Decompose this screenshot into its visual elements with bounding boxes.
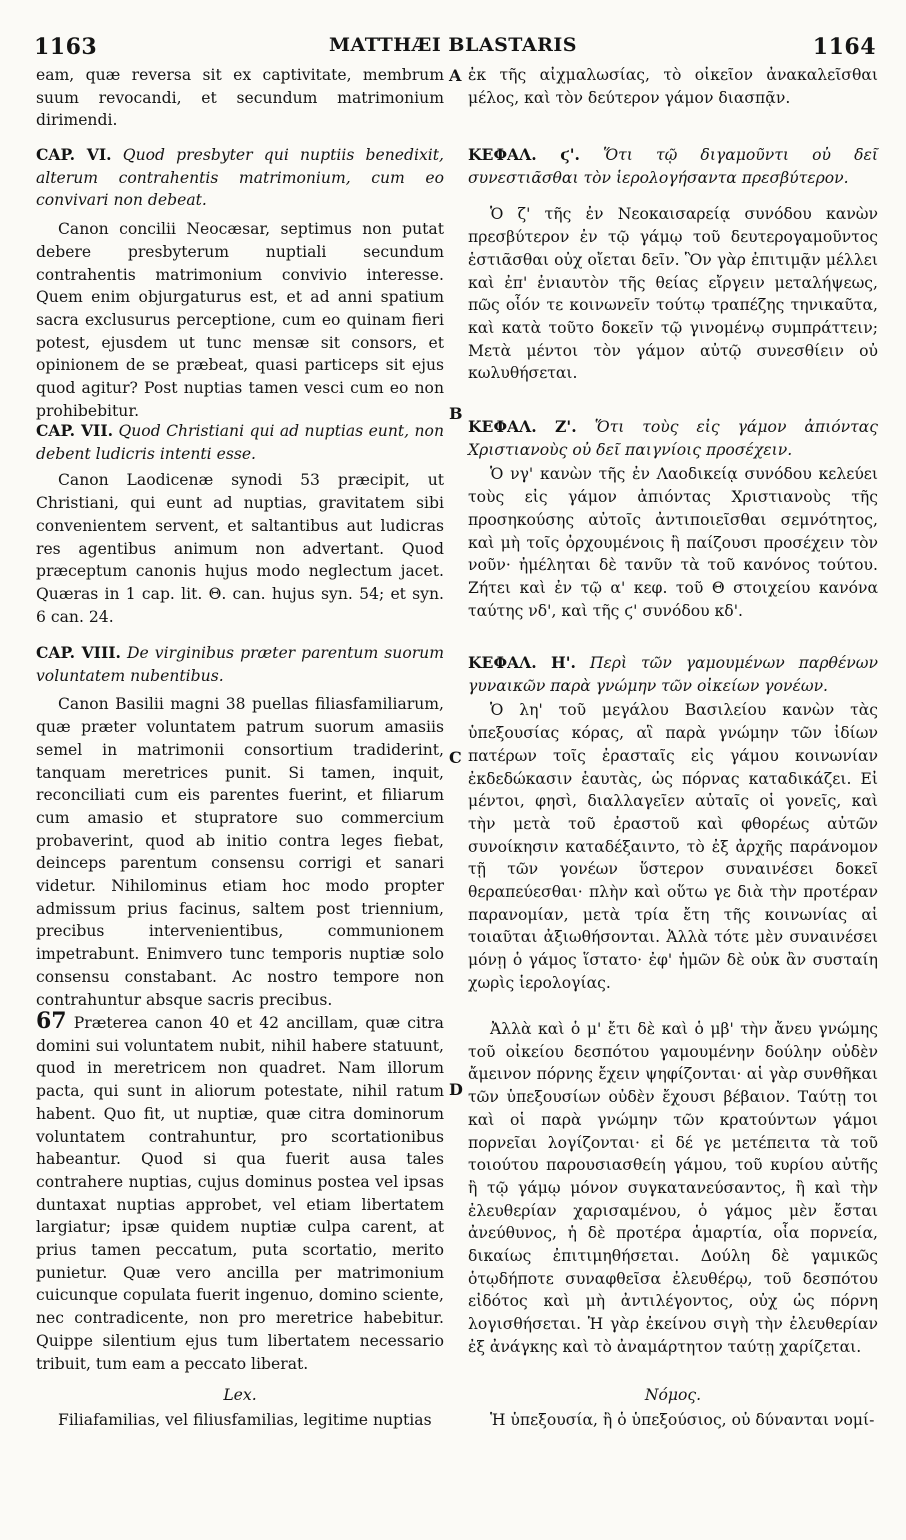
running-title: MATTHÆI BLASTARIS [328, 34, 578, 56]
chapter-title: Ὅτι τῷ διγαμοῦντι οὐ δεῖ συνεστιᾶσθαι τὸν ἱερολογήσαντα πρεσβύτερον. [468, 146, 878, 187]
paragraph: Ὁ λη' τοῦ μεγάλου Βασιλείου κανὼν τὰς ὑπεξουσίας κόρας, αἳ παρὰ γνώμην τῶν ἰδίων πατέρων τοῖς ἐρασταῖς εἰς γάμου κοινωνίαν ἐκδεδώκασιν ἑαυτὰς, ὡς πόρνας καταδικάζει. Εἰ μέντοι, φησὶ, διαλλαγεῖεν αὐταῖς οἱ γονεῖς, καὶ τὴν μετὰ τοῦ ἐραστοῦ καὶ φθορέως αὐτῶν συνοίκησιν καταδέξαιντο, τὸ ἐξ ἀρχῆς παράνομον τῇ τῶν γονέων ὕστερον συναινέσει δοκεῖ θεραπεύεσθαι· πλὴν καὶ οὕτω γε διὰ τὴν προτέραν παρανομίαν, μετὰ τρία ἔτη τῆς κοινωνίας αἱ τοιαῦται ἀξιωθήσονται. Ἀλλὰ τότε μὲν συναινέσει μόνῃ ὁ γάμος ἵστατο· ἐφ' ἡμῶν δὲ οὐκ ἂν συσταίη χωρὶς ἱερολογίας. [468, 701, 878, 992]
chapter-title: De virginibus præter parentum suorum voluntatem nubentibus. [36, 644, 444, 685]
chapter-title: Περὶ τῶν γαμουμένων παρθένων γυναικῶν παρὰ γνώμην τῶν οἰκείων γονέων. [468, 654, 878, 695]
page-number-left: 1163 [34, 34, 98, 60]
paragraph: eam, quæ reversa sit ex captivitate, membrum suum revocandi, et secundum matrimonium dirimendi. [36, 66, 444, 130]
paragraph: Canon Basilii magni 38 puellas filiasfamiliarum, quæ præter voluntatem patrum suorum amasiis semel in matrimonii consortium tradiderint, tanquam meretrices punit. Si tamen, inquit, reconciliati cum eis parentes fuerint, et filiarum cum amasio et stupratore suo commercium probaverint, quod ab initio contra leges fiebat, deinceps parentum consensu corrigi et sanari videtur. Nihilominus etiam hoc modo propter admissum prius facinus, saltem post triennium, precibus intervenientibus, communionem impetrabunt. Enimvero tunc temporis nuptiæ solo consensu constabant. Ac nostro tempore non contrahuntur absque sacris precibus. [36, 695, 444, 1009]
latin-lex [36, 1384, 444, 1431]
greek-continuation [468, 64, 878, 109]
chapter-heading: CAP. VIII. [36, 643, 121, 662]
paragraph: Ἀλλὰ καὶ ὁ μ' ἔτι δὲ καὶ ὁ μβ' τὴν ἄνευ γνώμης τοῦ οἰκείου δεσπότου γαμουμένην δούλην οὐδὲν ἄμεινον πόρνης ἔχειν ψηφίζονται· αἱ γὰρ συνθῆκαι τῶν ὑπεξουσίων οὐδὲν ἔχουσι βέβαιον. Ταύτῃ τοι καὶ οἱ παρὰ γνώμην τῶν κρατούντων γάμοι πορνεῖαι λογίζονται· εἰ δέ γε μετέπειτα τὰ τοῦ τοιούτου παρουσιασθείη γάμου, τοῦ κυρίου αὐτῆς ἢ τῷ γάμῳ μόνον συγκατανεύσαντος, ἢ καὶ τὴν ἐλευθερίαν χαρισαμένου, ὁ γάμος μὲν ἔσται ἀνεύθυνος, ἡ δὲ προτέρα ἁμαρτία, οἷα πορνεία, δικαίως ἐπιτιμηθήσεται. Δούλη δὲ γαμικῶς ὁτῳδήποτε συναφθεῖσα ἐλευθέρῳ, τοῦ δεσπότου εἰδότος καὶ μὴ ἀντιλέγοντος, οὐχ ὡς πόρνη λογισθήσεται. Ἡ γὰρ ἐκείνου σιγὴ τὴν ἐλευθερίαν ἐξ ἀνάγκης καὶ τὸ ἀναμάρτητον ταύτῃ χαρίζεται. [468, 1020, 878, 1356]
section-heading: Νόμος. [644, 1386, 702, 1404]
paragraph: Ἡ ὑπεξουσία, ἢ ὁ ὑπεξούσιος, οὐ δύνανται νομί- [490, 1410, 875, 1429]
latin-chapter-8 [36, 642, 444, 1011]
paragraph: Canon Laodicenæ synodi 53 præcipit, ut Christiani, qui eunt ad nuptias, gravitatem sibi convenientem servent, et saltantibus aut ludicras res agentibus animum non advertant. Quod præceptum canonis hujus modo neglectum jacet. Quæras in 1 cap. lit. Θ. can. hujus syn. 54; et syn. 6 can. 24. [36, 471, 444, 626]
paragraph: Ὁ νγ' κανὼν τῆς ἐν Λαοδικείᾳ συνόδου κελεύει τοὺς εἰς γάμον ἀπιόντας Χριστιανοὺς τῆς προσηκούσης αὐτοῖς ἀντιποιεῖσθαι σεμνότητος, καὶ μὴ τοῖς ὀρχουμένοις ἢ παίζουσι προσέχειν τὸν νοῦν· ἠμέληται δὲ τανῦν τὰ τοῦ κανόνος τούτου. Ζήτει καὶ ἐν τῷ α' κεφ. τοῦ Θ στοιχείου κανόνα ταύτης νδ', καὶ τῆς ϛ' συνόδου κδ'. [468, 465, 878, 620]
chapter-title: Quod Christiani qui ad nuptias eunt, non debent ludicris intenti esse. [36, 422, 444, 463]
chapter-heading: ΚΕΦΑΛ. Η'. [468, 653, 576, 672]
paragraph: Præterea canon 40 et 42 ancillam, quæ citra domini sui voluntatem nubit, nihil habere statuunt, quod in meretricem non quadret. Nam illorum pacta, qui sunt in aliorum potestate, nihil ratum habent. Quo fit, ut nuptiæ, quæ citra dominorum voluntatem contrahuntur, pro scortationibus habeantur. Quod si qua fuerit ausa tales contrahere nuptias, cujus dominus postea vel ipsas duntaxat nuptias approbet, vel etiam libertatem largiatur; ipsæ quidem nuptiæ culpa carent, at prius tamen peccatum, puta scortatio, merito punietur. Quæ vero ancilla per matrimonium cuicunque copulata fuerit ingenuo, domino sciente, nec contradicente, non pro meretrice habebitur. Quippe silentium ejus tum libertatem necessario tribuit, tum eam a peccato liberat. [36, 1014, 444, 1373]
latin-chapter-6 [36, 144, 444, 422]
greek-chapter-8 [468, 652, 878, 995]
chapter-heading: CAP. VI. [36, 145, 112, 164]
greek-paragraph-67 [468, 1018, 878, 1359]
marginal-number: 67 [36, 1008, 67, 1034]
latin-continuation [36, 64, 444, 132]
chapter-title: Quod presbyter qui nuptiis benedixit, alterum contrahentis matrimonium, cum eo convivari non debeat. [36, 146, 444, 210]
margin-letter-a: A [449, 66, 462, 85]
latin-chapter-7 [36, 420, 444, 628]
margin-letter-b: B [449, 404, 463, 423]
margin-letter-c: C [449, 748, 462, 767]
chapter-title: Ὅτι τοὺς εἰς γάμον ἀπιόντας Χριστιανοὺς οὐ δεῖ παιγνίοις προσέχειν. [468, 418, 878, 459]
chapter-heading: ΚΕΦΑΛ. ϛ'. [468, 145, 580, 164]
chapter-heading: ΚΕΦΑΛ. Ζ'. [468, 417, 577, 436]
latin-paragraph-67 [36, 1010, 444, 1375]
greek-chapter-6 [468, 144, 878, 385]
paragraph: ἐκ τῆς αἰχμαλωσίας, τὸ οἰκεῖον ἀνακαλεῖσθαι μέλος, καὶ τὸν δεύτερον γάμον διασπᾷν. [468, 66, 878, 107]
chapter-heading: CAP. VII. [36, 421, 114, 440]
section-heading: Lex. [223, 1386, 257, 1404]
paragraph: Ὁ ζ' τῆς ἐν Νεοκαισαρείᾳ συνόδου κανὼν πρεσβύτερον ἐν τῷ γάμῳ τοῦ δευτερογαμοῦντος ἑστιᾶσθαι οὐχ οἴεται δεῖν. Ὃν γὰρ ἐπιτιμᾷν μέλλει καὶ ἐπ' ἐνιαυτὸν τῆς θείας εἴργειν μεταλήψεως, πῶς οἷόν τε κοινωνεῖν τούτῳ τραπέζης τηνικαῦτα, καὶ κατὰ τοῦτο δοκεῖν τῷ γινομένῳ συμπράττειν; Μετὰ μέντοι τὸν γάμον αὐτῷ συνεσθίειν οὐ κωλυθήσεται. [468, 205, 878, 383]
paragraph: Canon concilii Neocæsar, septimus non putat debere presbyterum nuptiali secundum contrahentis matrimonium convivio interesse. Quem enim objurgaturus est, et ad anni spatium sacra exclusurus perceptione, cum eo quinam fieri potest, ejusdem ut tunc mensæ sit consors, et opinionem de se præbeat, quasi particeps sit ejus quod agitur? Post nuptias tamen vesci cum eo non prohibebitur. [36, 220, 444, 420]
paragraph: Filiafamilias, vel filiusfamilias, legitime nuptias [58, 1410, 432, 1429]
greek-nomos [468, 1384, 878, 1431]
margin-letter-d: D [449, 1080, 463, 1099]
page-number-right: 1164 [812, 34, 876, 60]
greek-chapter-7 [468, 416, 878, 622]
